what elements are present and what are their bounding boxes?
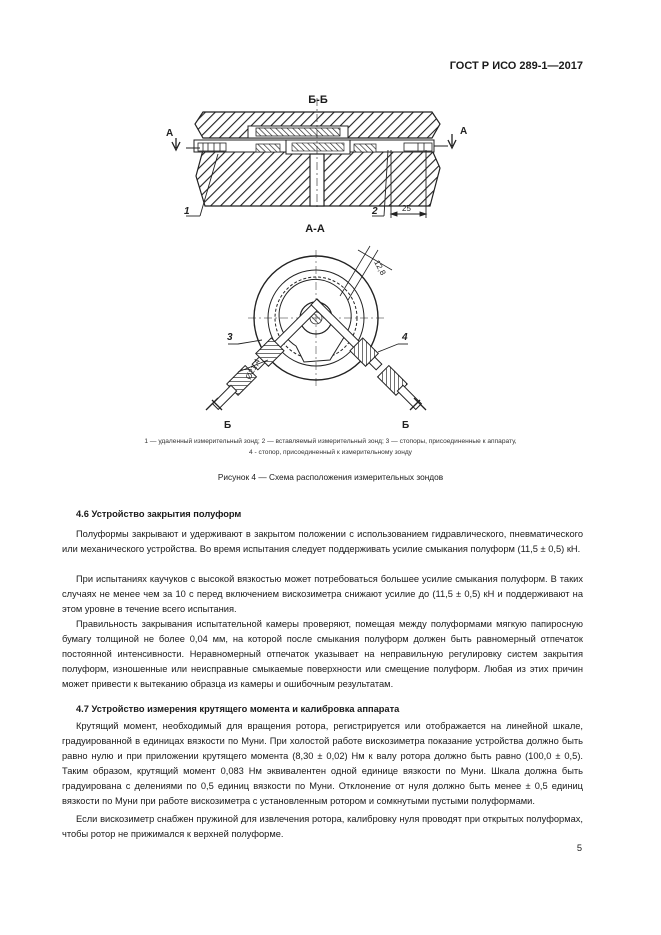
dimension-21-4: Ø21,4	[243, 357, 262, 381]
section-aa-title: А-А	[305, 223, 325, 235]
figure-legend-line-2: 4 - стопор, присоединенный к измерительному зонду	[249, 449, 412, 456]
dimension-12-8: 12,8	[372, 258, 388, 277]
cut-a-right-label: А	[460, 126, 468, 137]
section-4-7-paragraph-2: Если вискозиметр снабжен пружиной для извлечения ротора, калибровку нуля проводят при открытых полуформах, чтобы ротор не прижимался к верхней полуформе.	[62, 814, 583, 840]
dimension-25: 25	[402, 204, 411, 213]
cut-b-right-label: Б	[402, 420, 410, 431]
label-3: 3	[227, 332, 233, 343]
section-4-6-heading: 4.6 Устройство закрытия полуформ	[76, 509, 242, 519]
figure-caption: Рисунок 4 — Схема расположения измерительных зондов	[217, 472, 444, 482]
section-4-7-paragraph-1: Крутящий момент, необходимый для вращения ротора, регистрируется или отображается на линейной шкале, градуированной в единицах вязкости по Муни. При холостой работе вискозиметра показание устройства должно быть равно нулю и при приложении крутящего момента (8,30 ± 0,02) Нм к валу ротора должно быть равно (100,0 ± 0,5). Таким образом, крутящий момент 0,083 Нм эквивалентен одной единице вязкости по Муни. Шкала должна быть градуирована с делениями по 0,5 единиц вязкости по Муни. Отклонение от нуля должно быть менее ± 0,5 единиц вязкости по Муни при работе вискозиметра с установленным ротором и сомкнутыми пустыми полуформами.	[62, 721, 583, 807]
label-4: 4	[402, 332, 408, 343]
section-bb-title: Б-Б	[308, 94, 328, 106]
label-2-top: 2	[372, 206, 378, 217]
section-4-6-paragraph-3: Правильность закрывания испытательной камеры проверяют, помещая между полуформами мягкую папиросную бумагу толщиной не более 0,04 мм, на которой после смыкания полуформ должен быть равномерный отпечаток постоянной интенсивности. Неравномерный отпечаток указывает на неправильную регулировку систем закрытия полуформ, изношенные или неисправные смыкаемые поверхности или смещение полуформ. Любая из этих причин может привести к вытеканию образца из камеры и ошибочным результатам.	[62, 619, 583, 690]
cut-a-left-label: А	[166, 128, 174, 139]
page-number: 5	[576, 843, 582, 853]
document-code: ГОСТ Р ИСО 289-1—2017	[449, 60, 583, 72]
section-4-6-paragraph-2: При испытаниях каучуков с высокой вязкостью может потребоваться большее усилие смыкания полуформ. В таких случаях не менее чем за 10 с перед включением вискозиметра снижают усилие до (11,5 ± 0,5) кН и поддерживают на этом уровне в течение всего испытания.	[62, 574, 583, 615]
cut-b-left-label: Б	[224, 420, 232, 431]
label-1-top: 1	[184, 206, 190, 217]
section-4-6-paragraph-1: Полуформы закрывают и удерживают в закрытом положении с использованием гидравлического, пневматического или механического устройства. Во время испытания следует поддерживать усилие смыкания полуформ (11,5 ± 0,5) кН.	[62, 529, 583, 555]
figure-legend-line-1: 1 — удаленный измерительный зонд; 2 — вставляемый измерительный зонд; 3 — стопоры, присоединенные к аппарату,	[144, 438, 517, 445]
section-4-7-heading: 4.7 Устройство измерения крутящего момента и калибровка аппарата	[76, 704, 400, 714]
